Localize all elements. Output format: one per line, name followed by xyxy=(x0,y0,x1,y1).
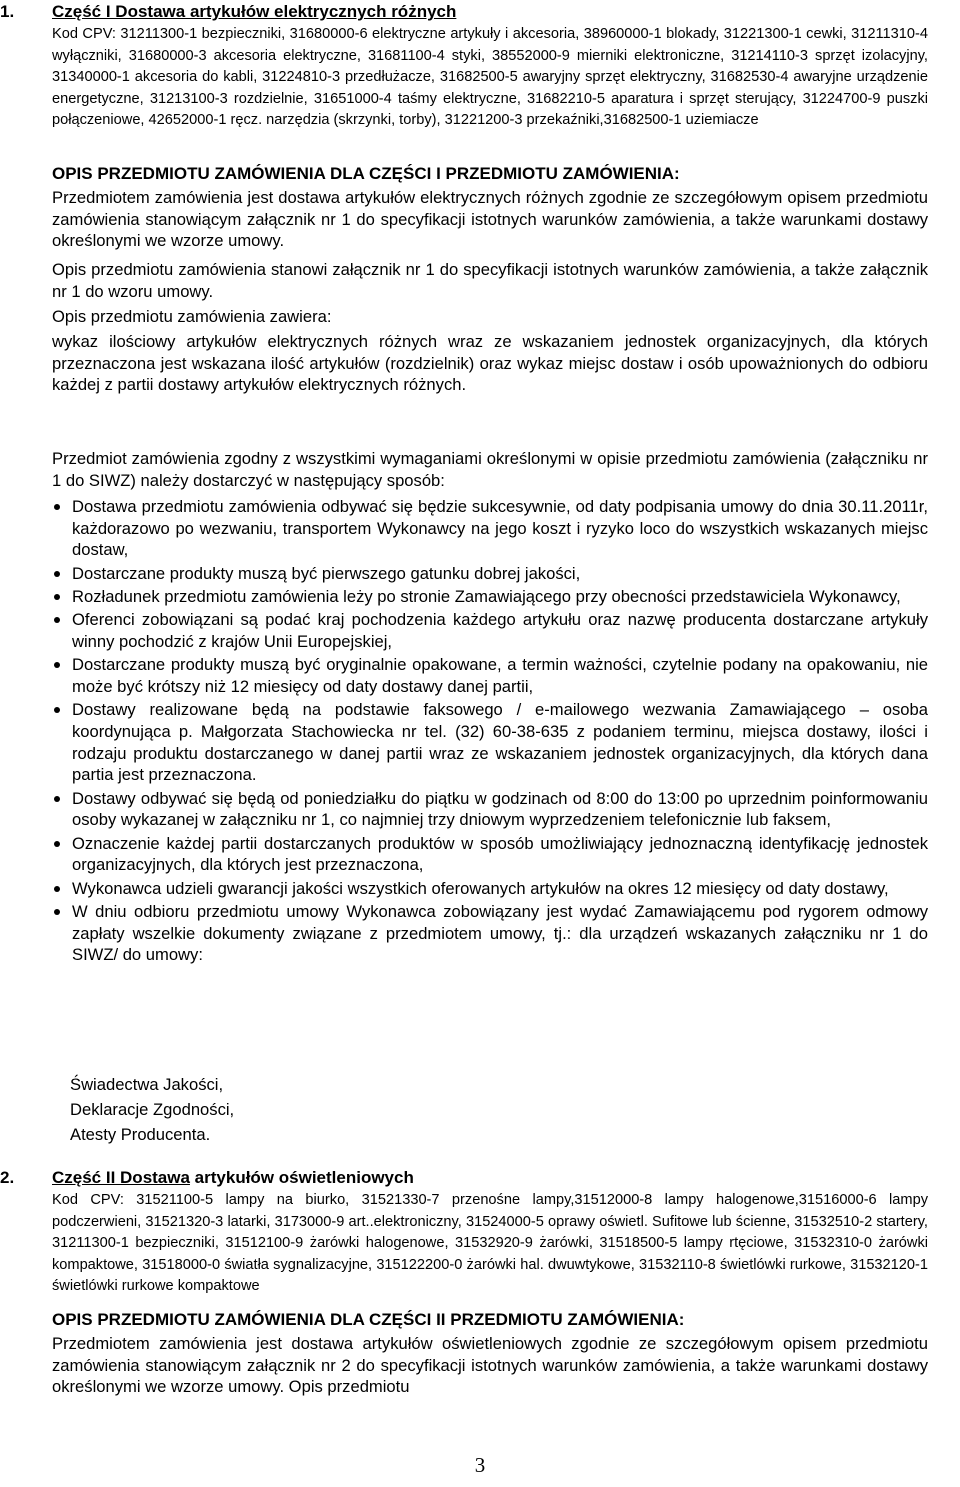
section-number-1: 1. xyxy=(0,2,15,21)
paragraph-subject-2: Przedmiotem zamówienia jest dostawa artykułów oświetleniowych zgodnie ze szczegółowym opisem przedmiotu zamówienia stanowiącym załącznik nr 2 do specyfikacji istotnych warunków zamówienia, a także warunkami dostawy określonymi we wzorze umowy. Opis przedmiotu xyxy=(52,1334,928,1397)
list-item: Rozładunek przedmiotu zamówienia leży po stronie Zamawiającego przy obecności przedstawiciela Wykonawcy, xyxy=(52,586,928,608)
section-number-2: 2. xyxy=(0,1168,15,1187)
paragraph-contains: Opis przedmiotu zamówienia zawiera: xyxy=(52,307,332,326)
list-item: Dostarczane produkty muszą być pierwszego gatunku dobrej jakości, xyxy=(52,563,928,585)
list-item: Dostawy odbywać się będą od poniedziałku do piątku w godzinach od 8:00 do 13:00 po uprzednim poinformowaniu osoby wykazanej w załączniku nr 1, co najmniej trzy dniowym wyprzedzeniem telefonicznie lub faksem, xyxy=(52,788,928,831)
list-item: Dostawa przedmiotu zamówienia odbywać się będzie sukcesywnie, od daty podpisania umowy do dnia 30.11.2011r, każdorazowo po wezwaniu, transportem Wykonawcy na jego koszt i ryzyko loco do wszystkich wskazanych miejsc dostaw, xyxy=(52,496,928,561)
section-title-2-rest: artykułów oświetleniowych xyxy=(189,1168,414,1187)
paragraph-subject: Przedmiotem zamówienia jest dostawa artykułów elektrycznych różnych zgodnie ze szczegółowym opisem przedmiotu zamówienia stanowiącym załącznik nr 1 do specyfikacji istotnych warunków zamówienia, a także warunkami dostawy określonymi we wzorze umowy. xyxy=(52,188,928,251)
document-producer-attestation: Atesty Producenta. xyxy=(70,1125,211,1144)
page-number: 3 xyxy=(474,1453,486,1477)
paragraph-attachment: Opis przedmiotu zamówienia stanowi załącznik nr 1 do specyfikacji istotnych warunków zamówienia, a także załącznik nr 1 do wzoru umowy. xyxy=(52,260,928,301)
list-item: Wykonawca udzieli gwarancji jakości wszystkich oferowanych artykułów na okres 12 miesięcy od daty dostawy, xyxy=(52,878,928,900)
delivery-conditions-list xyxy=(52,496,928,968)
list-item: Oznaczenie każdej partii dostarczanych produktów w sposób umożliwiający jednoznaczną identyfikację jednostek organizacyjnych, dla których jest przeznaczona, xyxy=(52,833,928,876)
cpv-codes-1: Kod CPV: 31211300-1 bezpieczniki, 31680000-6 elektryczne artykuły i akcesoria, 38960000-1 blokady, 31221300-1 cewki, 31211310-4 wyłączniki, 31680000-3 akcesoria elektryczne, 31681100-4 styki, 38552000-9 mierniki elektroniczne, 31214110-3 sprzęt izolacyjny, 31340000-1 akcesoria do kabli, 31224810-3 przedłużacze, 31682500-5 awaryjny sprzęt elektryczny, 31682530-4 awaryjne urządzenie energetyczne, 31213100-3 rozdzielnie, 31651000-4 taśmy elektryczne, 31682210-5 aparatura i sprzęt sterujący, 31224700-9 puszki połączeniowe, 42652000-1 ręcz. narzędzia (skrzynki, torby), 31221200-3 przekaźniki,31682500-1 uziemiacze xyxy=(52,26,928,128)
list-item: W dniu odbioru przedmiotu umowy Wykonawca zobowiązany jest wydać Zamawiającemu pod rygorem odmowy zapłaty wszelkie dokumenty związane z przedmiotem umowy, tj.: dla urządzeń wskazanych załączniku nr 1 do SIWZ/ do umowy: xyxy=(52,901,928,966)
section-title-1: Część I Dostawa artykułów elektrycznych różnych xyxy=(52,2,457,21)
opis-header-2: OPIS PRZEDMIOTU ZAMÓWIENIA DLA CZĘŚCI II PRZEDMIOTU ZAMÓWIENIA: xyxy=(52,1310,685,1329)
opis-header-1: OPIS PRZEDMIOTU ZAMÓWIENIA DLA CZĘŚCI I PRZEDMIOTU ZAMÓWIENIA: xyxy=(52,164,680,183)
paragraph-list: wykaz ilościowy artykułów elektrycznych różnych wraz ze wskazaniem jednostek organizacyjnych, dla których przeznaczona jest wskazana ilość artykułów (rozdzielnik) oraz wykaz miejsc dostaw i osób upoważnionych do odbioru każdej z partii dostawy artykułów elektrycznych różnych. xyxy=(52,332,928,395)
list-item: Oferenci zobowiązani są podać kraj pochodzenia każdego artykułu oraz nazwę producenta dostarczane artykuły winny pochodzić z krajów Unii Europejskiej, xyxy=(52,609,928,652)
list-item: Dostarczane produkty muszą być oryginalnie opakowane, a termin ważności, czytelnie podany na opakowaniu, nie może być krótszy niż 12 miesięcy od daty dostawy danej partii, xyxy=(52,654,928,697)
paragraph-delivery: Przedmiot zamówienia zgodny z wszystkimi wymaganiami określonymi w opisie przedmiotu zamówienia (załączniku nr 1 do SIWZ) należy dostarczyć w następujący sposób: xyxy=(52,449,928,490)
section-title-2-underlined: Część II Dostawa xyxy=(52,1168,190,1187)
section-title-2 xyxy=(52,1168,414,1188)
cpv-codes-2: Kod CPV: 31521100-5 lampy na biurko, 31521330-7 przenośne lampy,31512000-8 lampy halogenowe,31516000-6 lampy podczerwieni, 31521320-3 latarki, 3173000-9 art..elektroniczny, 31524000-5 oprawy oświetl. Sufitowe lub ścienne, 31532510-2 startery, 31211300-1 bezpieczniki, 31512100-9 żarówki halogenowe, 31532920-9 żarówki, 31518500-5 lampy rtęciowe, 31532310-0 żarówki kompaktowe, 31518000-0 światła sygnalizacyjne, 315122200-0 żarówki hal. dwuwtykowe, 31532110-8 świetlówki rurkowe, 31532120-1 świetlówki rurkowe kompaktowe xyxy=(52,1192,928,1294)
document-conformity-declaration: Deklaracje Zgodności, xyxy=(70,1100,235,1119)
document-quality-certificate: Świadectwa Jakości, xyxy=(70,1075,224,1094)
list-item: Dostawy realizowane będą na podstawie faksowego / e-mailowego wezwania Zamawiającego – osoba koordynująca p. Małgorzata Stachowiecka nr tel. (32) 60-38-635 z podaniem terminu, miejsca dostawy, ilości i rodzaju produktu dostarczanego w danej partii wraz ze wskazaniem jednostek organizacyjnych, dla których dana partia jest przeznaczona. xyxy=(52,699,928,786)
